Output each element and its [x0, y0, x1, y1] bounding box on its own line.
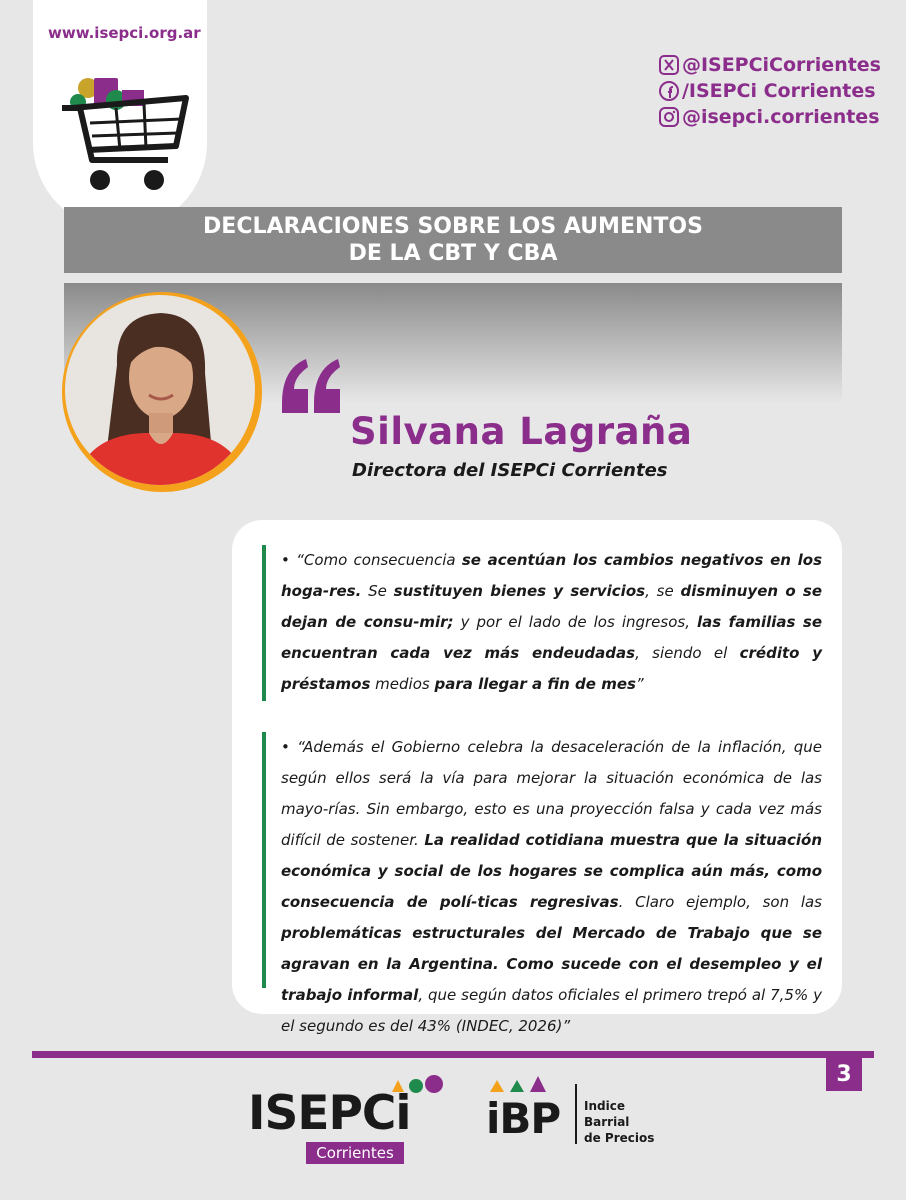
- quote-text: • “Como consecuencia: [281, 551, 462, 569]
- quote-emphasis: disminuyen o se dejan de consu-mir;: [281, 582, 822, 631]
- quote-text: . Claro ejemplo, son las: [618, 893, 822, 911]
- page-number: 3: [826, 1058, 862, 1091]
- quote-emphasis: crédito y préstamos: [281, 644, 822, 693]
- quote-second: [262, 732, 823, 1035]
- quote-emphasis: se acentúan los cambios negativos en los hoga-res.: [281, 551, 822, 600]
- quote-emphasis: para llegar a fin de mes: [434, 675, 636, 693]
- quote-text: Se: [361, 582, 394, 600]
- ibp-line-1: Indice: [584, 1099, 625, 1113]
- ibp-description: [584, 1098, 654, 1146]
- page-title: [64, 207, 842, 273]
- ibp-triangles-icon: [488, 1072, 550, 1094]
- x-icon: [659, 55, 679, 75]
- quote-mark-icon: [278, 355, 342, 435]
- social-x-handle: @ISEPCiCorrientes: [681, 54, 881, 76]
- ibp-separator: [575, 1084, 577, 1144]
- instagram-icon: [659, 107, 679, 127]
- title-line-2: DE LA CBT Y CBA: [348, 241, 558, 266]
- ibp-line-3: de Precios: [584, 1131, 655, 1145]
- site-url[interactable]: www.isepci.org.ar: [48, 24, 201, 42]
- quote-card: [232, 520, 842, 1035]
- quote-text: , que según datos oficiales el primero trepó al 7,5% y el segundo es del 43% (INDEC, 2026)”: [281, 986, 823, 1035]
- social-instagram-handle: @isepci.corrientes: [681, 106, 880, 128]
- social-instagram[interactable]: [659, 104, 881, 130]
- isepci-logo: [248, 1072, 448, 1167]
- quote-first: [262, 545, 822, 701]
- person-role: Directora del ISEPCi Corrientes: [352, 460, 668, 481]
- isepci-wordmark: ISEPCi: [248, 1086, 411, 1141]
- quote-emphasis: La realidad cotidiana muestra que la situación económica y social de los hogares se complica aún más, como consecuencia de polí-ticas regresivas: [281, 831, 822, 911]
- quote-text: • “Además el Gobierno celebra la desaceleración de la inflación, que según ellos será la vía para mejorar la situación económica de las mayo-rías. Sin embargo, esto es una proyección falsa y cada vez más difícil de sostener.: [281, 738, 822, 849]
- quote-emphasis: problemáticas estructurales del Mercado de Trabajo que se agravan en la Argentina. Como sucede con el desempleo y el trabajo informal: [281, 924, 822, 1004]
- quote-text: , siendo el: [635, 644, 740, 662]
- quote-text: y por el lado de los ingresos,: [453, 613, 698, 631]
- ibp-wordmark: iBP: [486, 1094, 561, 1143]
- person-name: Silvana Lagraña: [350, 410, 693, 453]
- social-links: [659, 52, 881, 130]
- quote-emphasis: sustituyen bienes y servicios: [393, 582, 646, 600]
- social-facebook[interactable]: [659, 78, 881, 104]
- footer-divider: [32, 1051, 874, 1058]
- quote-text: medios: [370, 675, 435, 693]
- shopping-cart-icon: [58, 68, 198, 208]
- facebook-icon: [659, 81, 679, 101]
- quote-text: , se: [645, 582, 681, 600]
- avatar: [62, 292, 262, 492]
- ibp-logo: [486, 1072, 676, 1152]
- ibp-line-2: Barrial: [584, 1115, 630, 1129]
- quote-emphasis: las familias se encuentran cada vez más endeudadas: [281, 613, 823, 662]
- title-line-1: DECLARACIONES SOBRE LOS AUMENTOS: [203, 214, 703, 239]
- portrait-photo: [65, 295, 255, 485]
- social-facebook-handle: /ISEPCi Corrientes: [681, 80, 876, 102]
- corrientes-tag: Corrientes: [306, 1142, 404, 1164]
- quote-text: ”: [635, 675, 644, 693]
- social-x[interactable]: [659, 52, 881, 78]
